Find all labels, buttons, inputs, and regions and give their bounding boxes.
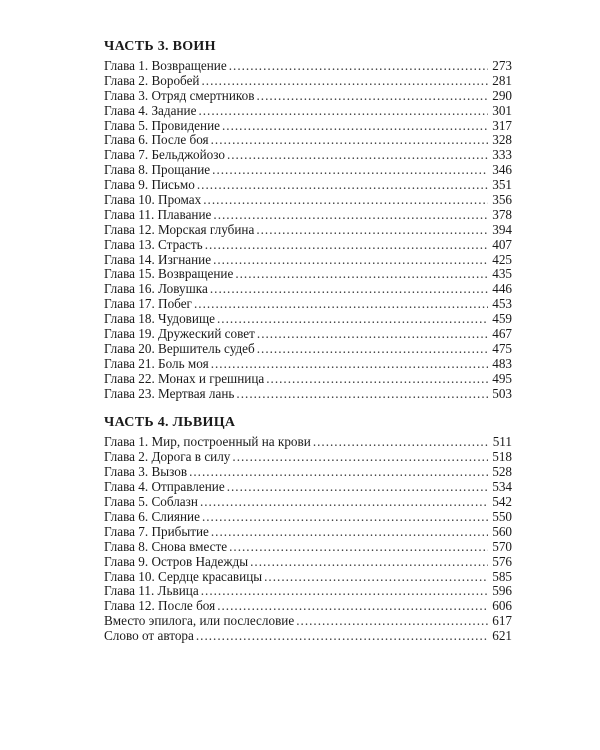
- chapter-title: Глава 22. Монах и грешница: [104, 370, 265, 386]
- dot-leader: [198, 104, 488, 119]
- section-spacer: [104, 401, 512, 414]
- chapter-title: Глава 11. Львица: [104, 583, 199, 599]
- page-number: 281: [492, 72, 512, 88]
- toc-entry: [104, 480, 512, 495]
- chapter-title: Глава 15. Возвращение: [104, 266, 234, 282]
- dot-leader: [213, 208, 488, 223]
- toc-entry: [104, 435, 512, 450]
- chapter-title: Глава 9. Письмо: [104, 177, 195, 193]
- chapter-title: Глава 19. Дружеский совет: [104, 326, 255, 342]
- page-number: 621: [492, 628, 512, 644]
- page-number: 596: [492, 583, 512, 599]
- toc-entry: [104, 148, 512, 163]
- chapter-title: Глава 3. Вызов: [104, 464, 188, 480]
- toc-entry: [104, 629, 512, 644]
- toc-entry: [104, 238, 512, 253]
- page-number: 467: [492, 326, 512, 342]
- dot-leader: [235, 267, 488, 282]
- dot-leader: [264, 570, 488, 585]
- page-number: 453: [492, 296, 512, 312]
- toc-entry: [104, 584, 512, 599]
- page-number: 542: [492, 494, 512, 510]
- toc-entry: [104, 133, 512, 148]
- chapter-title: Глава 8. Прощание: [104, 162, 211, 178]
- chapter-title: Вместо эпилога, или послесловие: [104, 613, 295, 629]
- toc-entry: [104, 253, 512, 268]
- dot-leader: [203, 193, 488, 208]
- dot-leader: [222, 119, 488, 134]
- dot-leader: [212, 163, 488, 178]
- page-number: 518: [492, 449, 512, 465]
- toc-entry: [104, 599, 512, 614]
- dot-leader: [211, 133, 488, 148]
- toc-entry: [104, 525, 512, 540]
- dot-leader: [313, 435, 488, 450]
- toc-entry: [104, 267, 512, 282]
- chapter-title: Глава 10. Промах: [104, 192, 202, 208]
- dot-leader: [217, 312, 488, 327]
- chapter-title: Глава 5. Соблазн: [104, 494, 198, 510]
- chapter-title: Глава 21. Боль моя: [104, 355, 209, 371]
- page-number: 317: [492, 117, 512, 133]
- dot-leader: [200, 495, 488, 510]
- dot-leader: [217, 599, 488, 614]
- chapter-title: Глава 2. Дорога в силу: [104, 449, 231, 465]
- page-number: 378: [492, 206, 512, 222]
- dot-leader: [201, 584, 488, 599]
- toc-entry: [104, 465, 512, 480]
- chapter-title: Глава 12. Морская глубина: [104, 221, 255, 237]
- chapter-title: Глава 1. Мир, построенный на крови: [104, 434, 311, 450]
- page-number: 576: [492, 553, 512, 569]
- toc-entry: [104, 555, 512, 570]
- chapter-title: Глава 16. Ловушка: [104, 281, 208, 297]
- toc-entry: [104, 104, 512, 119]
- toc-entry: [104, 208, 512, 223]
- part-3-section: [104, 38, 512, 401]
- dot-leader: [266, 372, 488, 387]
- page-number: 301: [492, 102, 512, 118]
- dot-leader: [197, 178, 488, 193]
- page-number: 511: [492, 434, 512, 450]
- toc-entry: [104, 495, 512, 510]
- dot-leader: [205, 238, 488, 253]
- page-number: 585: [492, 568, 512, 584]
- page-number: 617: [492, 613, 512, 629]
- toc-entry: [104, 89, 512, 104]
- dot-leader: [257, 327, 488, 342]
- page-number: 534: [492, 479, 512, 495]
- page-number: 606: [492, 598, 512, 614]
- toc-entry: [104, 450, 512, 465]
- page-number: 328: [492, 132, 512, 148]
- page-number: 273: [492, 58, 512, 73]
- dot-leader: [213, 253, 488, 268]
- page-number: 528: [492, 464, 512, 480]
- chapter-title: Глава 20. Вершитель судеб: [104, 340, 255, 356]
- toc-entry: [104, 193, 512, 208]
- toc-entry: [104, 223, 512, 238]
- page-number: 351: [492, 177, 512, 193]
- page-number: 356: [492, 192, 512, 208]
- page-number: 435: [492, 266, 512, 282]
- toc-entry: [104, 372, 512, 387]
- toc-entry: [104, 297, 512, 312]
- toc-entry: [104, 282, 512, 297]
- part-title: ЧАСТЬ 4. ЛЬВИЦА: [104, 415, 236, 431]
- page-number: 475: [492, 340, 512, 356]
- toc-entry: [104, 614, 512, 629]
- dot-leader: [229, 59, 488, 74]
- dot-leader: [211, 357, 488, 372]
- page-number: 446: [492, 281, 512, 297]
- chapter-title: Глава 7. Прибытие: [104, 523, 209, 539]
- page-number: 394: [492, 221, 512, 237]
- chapter-title: Глава 12. После боя: [104, 598, 216, 614]
- page-number: 459: [492, 311, 512, 327]
- dot-leader: [202, 510, 488, 525]
- page-number: 560: [492, 523, 512, 539]
- chapter-title: Глава 17. Побег: [104, 296, 192, 312]
- toc-entry: [104, 540, 512, 555]
- toc-entry: [104, 357, 512, 372]
- page-number: 407: [492, 236, 512, 252]
- page-number: 333: [492, 147, 512, 163]
- toc-entry: [104, 387, 512, 402]
- dot-leader: [250, 555, 488, 570]
- dot-leader: [296, 614, 488, 629]
- page-number: 290: [492, 87, 512, 103]
- dot-leader: [196, 629, 488, 644]
- chapter-title: Глава 1. Возвращение: [104, 58, 227, 73]
- page-number: 425: [492, 251, 512, 267]
- toc-entry: [104, 59, 512, 74]
- chapter-title: Глава 14. Изгнание: [104, 251, 212, 267]
- dot-leader: [194, 297, 488, 312]
- page-number: 550: [492, 508, 512, 524]
- dot-leader: [229, 540, 488, 555]
- toc-entry: [104, 342, 512, 357]
- dot-leader: [227, 480, 488, 495]
- chapter-title: Глава 11. Плавание: [104, 206, 212, 222]
- dot-leader: [210, 282, 488, 297]
- dot-leader: [236, 387, 488, 402]
- chapter-title: Глава 2. Воробей: [104, 72, 200, 88]
- chapter-list: [104, 435, 512, 643]
- dot-leader: [257, 342, 488, 357]
- page-number: 495: [492, 370, 512, 386]
- dot-leader: [232, 450, 488, 465]
- chapter-title: Глава 3. Отряд смертников: [104, 87, 255, 103]
- dot-leader: [211, 525, 488, 540]
- page-number: 483: [492, 355, 512, 371]
- toc-entry: [104, 312, 512, 327]
- dot-leader: [256, 223, 488, 238]
- page-number: 503: [492, 385, 512, 401]
- chapter-list: [104, 59, 512, 401]
- chapter-title: Глава 4. Задание: [104, 102, 197, 118]
- dot-leader: [189, 465, 488, 480]
- chapter-title: Глава 18. Чудовище: [104, 311, 215, 327]
- toc-entry: [104, 163, 512, 178]
- dot-leader: [256, 89, 488, 104]
- chapter-title: Глава 5. Провидение: [104, 117, 220, 133]
- dot-leader: [227, 148, 488, 163]
- chapter-title: Глава 8. Снова вместе: [104, 538, 228, 554]
- toc-entry: [104, 74, 512, 89]
- chapter-title: Глава 7. Бельджойозо: [104, 147, 225, 163]
- toc-entry: [104, 327, 512, 342]
- chapter-title: Глава 9. Остров Надежды: [104, 553, 249, 569]
- part-4-section: [104, 414, 512, 643]
- toc-entry: [104, 570, 512, 585]
- part-title: ЧАСТЬ 3. ВОИН: [104, 39, 216, 54]
- chapter-title: Слово от автора: [104, 628, 194, 644]
- chapter-title: Глава 13. Страсть: [104, 236, 203, 252]
- toc-entry: [104, 119, 512, 134]
- toc-entry: [104, 178, 512, 193]
- chapter-title: Глава 10. Сердце красавицы: [104, 568, 263, 584]
- chapter-title: Глава 4. Отправление: [104, 479, 225, 495]
- dot-leader: [201, 74, 488, 89]
- toc-entry: [104, 510, 512, 525]
- chapter-title: Глава 6. Слияние: [104, 508, 200, 524]
- page-number: 346: [492, 162, 512, 178]
- table-of-contents: [104, 38, 512, 644]
- chapter-title: Глава 6. После боя: [104, 132, 209, 148]
- chapter-title: Глава 23. Мертвая лань: [104, 385, 235, 401]
- page-number: 570: [492, 538, 512, 554]
